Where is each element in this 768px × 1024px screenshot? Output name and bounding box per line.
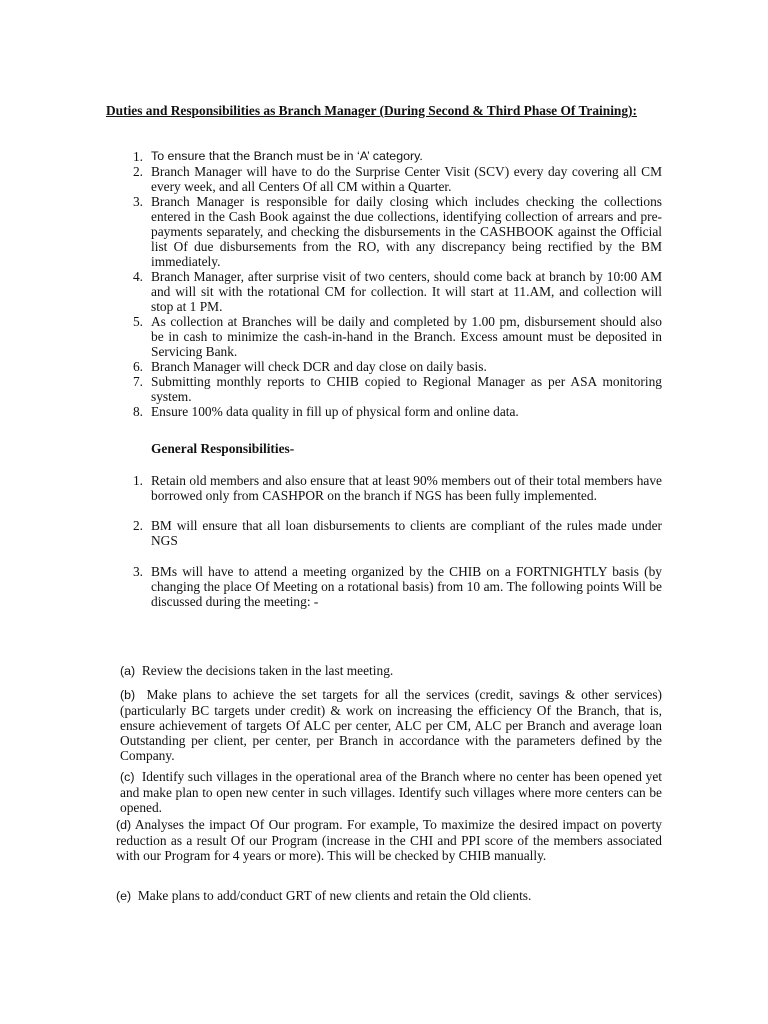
list-item [106, 194, 662, 269]
item-text: Branch Manager, after surprise visit of two centers, should come back at branch by 10:00 AM and will sit with the rotational CM for collection. It will start at 11.AM, and collection will stop at 1 PM. [151, 269, 662, 314]
item-number: 7. [132, 374, 143, 389]
item-text: To ensure that the Branch must be in ‘A’ category. [151, 149, 423, 163]
item-number: 8. [132, 404, 143, 419]
list-item [106, 473, 662, 503]
point-c [120, 769, 662, 815]
point-label: (b) [120, 688, 136, 702]
point-e [116, 888, 662, 904]
point-text: Analyses the impact Of Our program. For example, To maximize the desired impact on poverty reduction as a result Of our Program (increase in the CHI and PPI score of the members associated with our Program for 4 years or more). This will be checked by CHIB manually. [116, 817, 663, 863]
item-text: BMs will have to attend a meeting organized by the CHIB on a FORTNIGHTLY basis (by changing the place Of Meeting on a rotational basis) from 10 am. The following points Will be discussed during the meeting: - [151, 564, 662, 609]
general-heading: General Responsibilities- [151, 441, 295, 456]
list-item [106, 518, 662, 548]
general-list-2 [106, 518, 662, 548]
item-text: Branch Manager is responsible for daily closing which includes checking the collections entered in the Cash Book against the due collections, identifying collection of arrears and pre-payments separately, and checking the disbursements in the CASHBOOK against the Official list Of due disbursements from the RO, with any discrepancy being rectified by the BM immediately. [151, 194, 662, 269]
duties-list [106, 149, 662, 419]
general-list-3 [106, 564, 662, 609]
item-number: 5. [132, 314, 143, 329]
point-label: (a) [120, 664, 136, 678]
list-item [106, 269, 662, 314]
general-list [106, 473, 662, 503]
item-text: Submitting monthly reports to CHIB copied to Regional Manager as per ASA monitoring system. [151, 374, 662, 404]
list-item [106, 359, 662, 374]
point-d [116, 817, 662, 863]
item-number: 3. [132, 564, 143, 579]
point-label: (d) [116, 818, 132, 832]
item-text: Branch Manager will have to do the Surprise Center Visit (SCV) every day covering all CM every week, and all Centers Of all CM within a Quarter. [151, 164, 662, 194]
point-b [120, 687, 662, 763]
item-text: Branch Manager will check DCR and day close on daily basis. [151, 359, 487, 374]
document-heading: Duties and Responsibilities as Branch Manager (During Second & Third Phase Of Training): [106, 103, 637, 118]
point-text: Review the decisions taken in the last meeting. [141, 663, 394, 678]
item-number: 6. [132, 359, 143, 374]
point-a [120, 663, 662, 679]
item-number: 2. [132, 164, 143, 179]
item-text: BM will ensure that all loan disbursements to clients are compliant of the rules made under NGS [151, 518, 662, 548]
item-number: 1. [132, 149, 143, 164]
item-number: 2. [132, 518, 143, 533]
list-item [106, 164, 662, 194]
item-text: As collection at Branches will be daily and completed by 1.00 pm, disbursement should also be in cash to minimize the cash-in-hand in the Branch. Excess amount must be deposited in Servicing Bank. [151, 314, 662, 359]
point-label: (e) [116, 889, 132, 903]
list-item [106, 149, 662, 164]
point-text: Make plans to achieve the set targets for all the services (credit, savings & other services) (particularly BC targets under credit) & work on increasing the efficiency Of the Branch, that is, ensure achievement of targets Of ALC per center, ALC per CM, ALC per Branch and average loan Outstanding per client, per center, per Branch in accordance with the parameters defined by the Company. [120, 687, 662, 763]
item-text: Ensure 100% data quality in fill up of physical form and online data. [151, 404, 519, 419]
point-text: Identify such villages in the operational area of the Branch where no center has been opened yet and make plan to open new center in such villages. Identify such villages where more centers can be opened. [120, 769, 662, 815]
point-text: Make plans to add/conduct GRT of new clients and retain the Old clients. [137, 888, 532, 903]
list-item [106, 314, 662, 359]
item-number: 3. [132, 194, 143, 209]
list-item [106, 564, 662, 609]
list-item [106, 404, 662, 419]
point-label: (c) [120, 770, 135, 784]
item-text: Retain old members and also ensure that at least 90% members out of their total members have borrowed only from CASHPOR on the branch if NGS has been fully implemented. [151, 473, 662, 503]
item-number: 4. [132, 269, 143, 284]
list-item [106, 374, 662, 404]
item-number: 1. [132, 473, 143, 488]
